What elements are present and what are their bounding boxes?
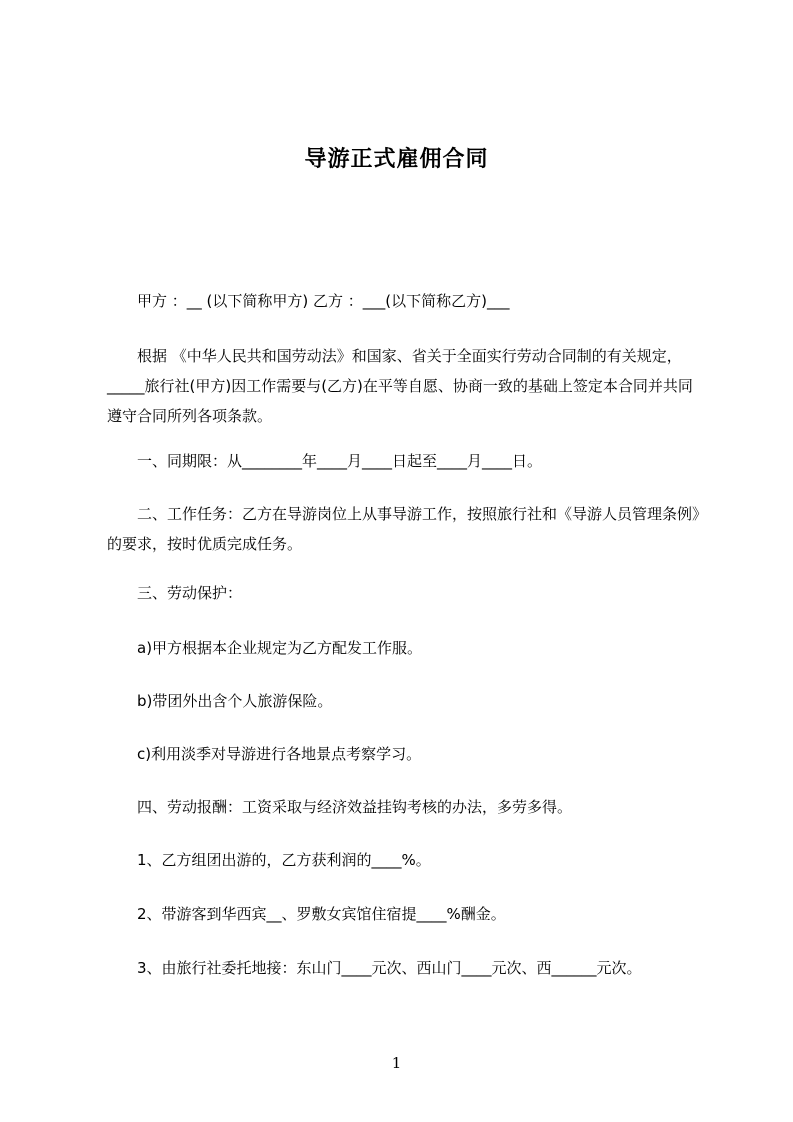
document-title: 导游正式雇佣合同 — [304, 147, 489, 172]
parties-line: 甲方 ：__ (以下简称甲方) 乙方 ：___(以下简称乙方)___ — [107, 292, 510, 310]
clause-remuneration: 四、劳动报酬：工资采取与经济效益挂钩考核的办法，多劳多得。 — [107, 798, 573, 816]
remuneration-item-1: 1、乙方组团出游的，乙方获利润的____%。 — [107, 851, 431, 869]
clause-duties: 二、工作任务：乙方在导游岗位上从事导游工作，按照旅行社和《导游人员管理条例》的要求，按时优质完成任务。 — [107, 505, 708, 553]
clause-term: 一、同期限：从________年____月____日起至____月____日。 — [107, 452, 543, 470]
protection-item-c: c)利用淡季对导游进行各地景点考察学习。 — [107, 745, 422, 763]
clause-protection: 三、劳动保护： — [107, 584, 243, 602]
protection-item-b: b)带团外出含个人旅游保险。 — [107, 692, 333, 710]
remuneration-item-3: 3、由旅行社委托地接：东山门____元次、西山门____元次、西______元次。 — [107, 959, 642, 977]
protection-item-a: a)甲方根据本企业规定为乙方配发工作服。 — [107, 639, 423, 657]
remuneration-item-2: 2、带游客到华西宾__、罗敷女宾馆住宿提____%酬金。 — [107, 905, 506, 923]
preamble-paragraph: 根据 《中华人民共和国劳动法》和国家、省关于全面实行劳动合同制的有关规定，_____旅行社(甲方)因工作需要与(乙方)在平等自愿、协商一致的基础上签定本合同并共同遵守合同所列各项条款。 — [107, 347, 693, 425]
page-number: 1 — [391, 1054, 402, 1072]
